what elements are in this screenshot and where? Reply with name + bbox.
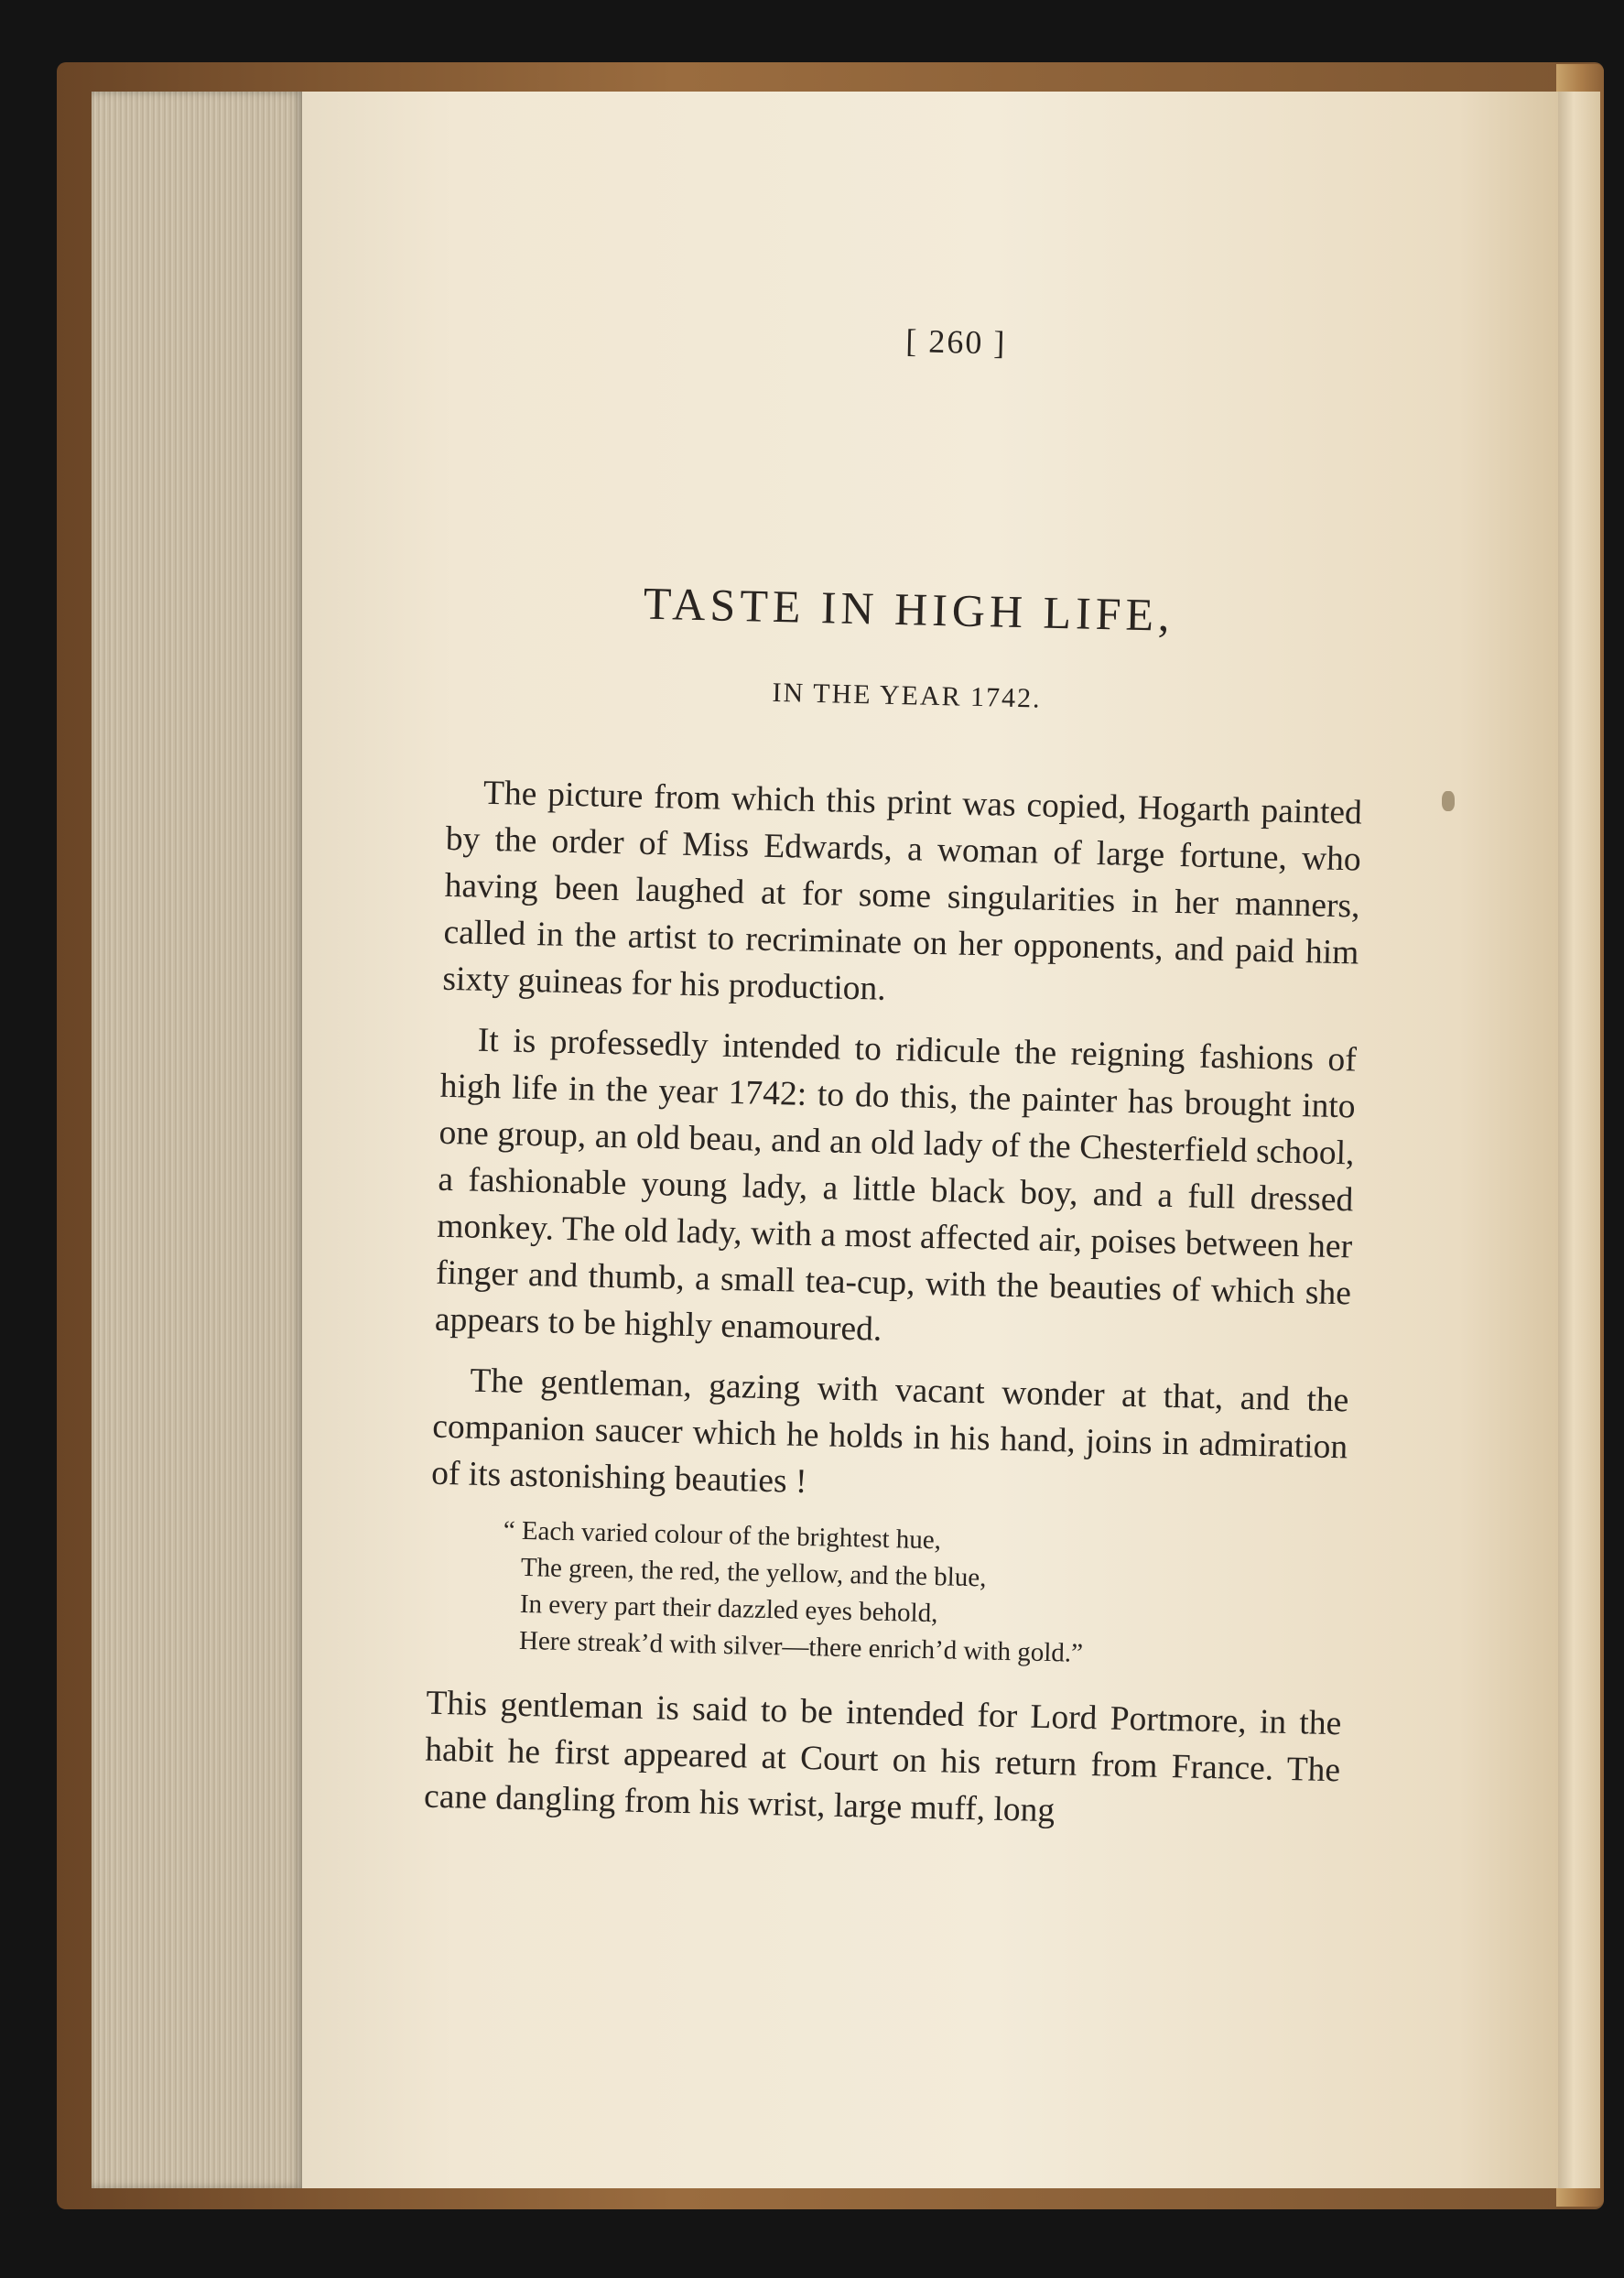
paragraph: The gentleman, gazing with vacant wonder at that, and the companion saucer which he holds in his hand, joins in admiration of its astonishing beauties !	[430, 1361, 1349, 1501]
paragraph: The picture from which this print was copied, Hogarth painted by the order of Miss Edwards, a woman of large fortune, who having been laughed at for some singularities in her manners, called in the artist to recriminate on her opponents, and paid him sixty guineas for his production.	[441, 774, 1363, 1008]
verse-quote	[501, 1512, 1346, 1677]
verse-line: “ Each varied colour of the brightest hue,	[503, 1515, 942, 1556]
body-text	[423, 769, 1362, 1854]
paragraph: This gentleman is said to be intended for Lord Portmore, in the habit he first appeared at Court on his return from France. The cane dangling from his wrist, large muff, long	[423, 1684, 1342, 1830]
facing-page-edge	[1556, 92, 1600, 2188]
ink-spot	[1442, 791, 1455, 811]
chapter-title: TASTE IN HIGH LIFE,	[643, 577, 1175, 641]
page-edges	[92, 92, 304, 2188]
verse-line: Here streak’d with silver—there enrich’d with gold.”	[518, 1625, 1084, 1668]
chapter-subtitle: IN THE YEAR 1742.	[772, 677, 1042, 714]
verse-line: In every part their dazzled eyes behold,	[519, 1589, 938, 1629]
verse-line: The green, the red, the yellow, and the blue,	[520, 1552, 987, 1593]
paragraph: It is professedly intended to ridicule the reigning fashions of high life in the year 1742: to do this, the painter has brought into one group, an old beau, and an old lady of the Chesterfield school, a fashionable young lady, a little black boy, and a full dressed monkey. The old lady, with a most affected air, poises between her finger and thumb, a small tea-cup, with the beauties of which she appears to be highly enamoured.	[434, 1021, 1358, 1349]
page-number: [ 260 ]	[904, 322, 1007, 362]
